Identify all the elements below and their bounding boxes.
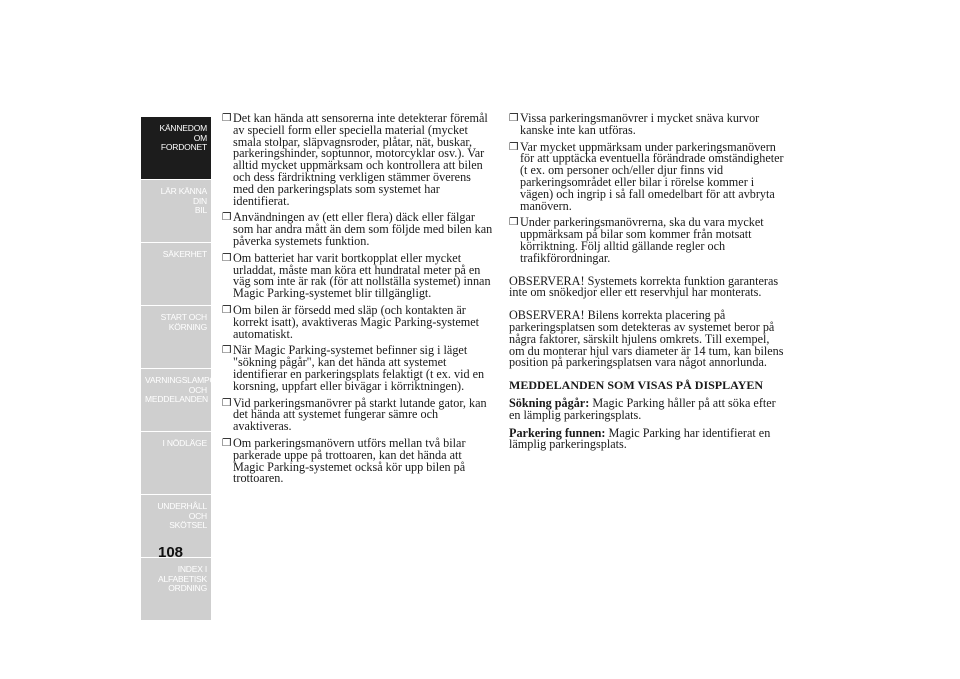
- message-description: [509, 425, 784, 452]
- tab-index[interactable]: [141, 558, 211, 620]
- message-label: Sökning pågår:: [509, 395, 590, 410]
- note-paragraph: OBSERVERA! Systemets korrekta funktion garanteras inte om snökedjor eller ett reservhjul har monterats.: [509, 273, 779, 300]
- list-item-text: När Magic Parking-systemet befinner sig i läget "sökning pågår", kan det hända att systemet identifierar en parkeringsplats felaktigt (t ex. vid en korsning, uppfart eller bivägar i körriktningen).: [233, 343, 485, 393]
- tab-lar-kanna-din-bil[interactable]: [141, 180, 211, 242]
- checkbox-bullet-icon: ❒: [222, 112, 232, 124]
- section-heading: MEDDELANDEN SOM VISAS PÅ DISPLAYEN: [509, 378, 764, 393]
- checkbox-bullet-icon: ❒: [222, 396, 232, 409]
- page-number: 108: [158, 544, 184, 561]
- list-item: [222, 345, 494, 392]
- list-item: [222, 395, 494, 434]
- tab-i-nodlage[interactable]: [141, 432, 211, 494]
- list-item-text: Om batteriet har varit bortkopplat eller mycket urladdat, måste man köra ett hundratal meter på en väg som inte är rak (för att nollställa systemet) innan Magic Parking-systemet blir tillgängligt.: [233, 250, 491, 301]
- message-text: Magic Parking håller på att söka efter en lämplig parkeringsplats.: [509, 395, 776, 422]
- note-paragraph: OBSERVERA! Bilens korrekta placering på parkeringsplatsen som detekteras av systemet beror på några faktorer, särskilt hjulens omkrets. Till exempel, om du monterar hjul vars diameter är 14 tum, kan bilens position på parkeringsplatsen vara något annorlunda.: [509, 308, 784, 370]
- checkbox-bullet-icon: ❒: [222, 303, 232, 316]
- checkbox-bullet-icon: ❒: [222, 436, 232, 449]
- tab-label: START OCH KÖRNING: [160, 312, 207, 332]
- tab-label: UNDERHÅLL OCH SKÖTSEL: [157, 501, 207, 530]
- list-item-text: Vid parkeringsmanövrer på starkt lutande gator, kan det hända att systemet fungerar sämre och avaktiveras.: [233, 395, 487, 434]
- left-column: [222, 113, 494, 490]
- list-item-text: Om parkeringsmanövern utförs mellan två bilar parkerade uppe på trottoaren, kan det hända att Magic Parking-systemet också kör upp bilen på trottoaren.: [233, 435, 466, 486]
- tab-sakerhet[interactable]: [141, 243, 211, 305]
- list-item-text: Under parkeringsmanövrerna, ska du vara mycket uppmärksam på bilar som kommer från motsatt körriktning. Följ alltid gällande regler och trafikförordningar.: [520, 215, 764, 265]
- tab-kannedom-om-fordonet[interactable]: [141, 117, 211, 179]
- list-item: [222, 435, 494, 486]
- list-item: [222, 113, 494, 207]
- tab-label: SÄKERHET: [162, 249, 207, 259]
- checkbox-bullet-icon: ❒: [509, 216, 519, 229]
- message-label: Parkering funnen:: [509, 425, 606, 440]
- checkbox-bullet-icon: ❒: [222, 251, 232, 264]
- tab-label: KÄNNEDOM OM FORDONET: [159, 123, 207, 152]
- list-item: [222, 212, 494, 247]
- tab-start-och-korning[interactable]: [141, 306, 211, 368]
- message-description: [509, 395, 784, 422]
- list-item: [509, 217, 784, 264]
- message-text: Magic Parking har identifierat en lämplig parkeringsplats.: [509, 425, 771, 452]
- list-item: [509, 113, 784, 137]
- list-item: [222, 302, 494, 341]
- tab-label: INDEX I ALFABETISK ORDNING: [157, 564, 207, 593]
- list-item-text: Var mycket uppmärksam under parkeringsmanövern för att upptäcka eventuella förändrade omständigheter (t ex. om personer och/eller djur finns vid parkeringsområdet eller bilar i rörelse kommer i vägen) och ingrip i så fall omedelbart för att avbryta manövern.: [520, 139, 784, 213]
- tab-label: LÄR KÄNNA DIN BIL: [160, 186, 207, 215]
- list-item-text: Vissa parkeringsmanövrer i mycket snäva kurvor kanske inte kan utföras.: [520, 111, 760, 137]
- checkbox-bullet-icon: ❒: [509, 140, 519, 153]
- list-item: [222, 250, 494, 301]
- list-item-text: Det kan hända att sensorerna inte detekterar föremål av speciell form eller speciella material (mycket smala stolpar, släpvagnsroder, plåtar, nät, buskar, parkeringshinder, soptunnor, motorcyklar osv.). Var alltid mycket uppmärksam och kontrollera att bilen och dess färdriktning verkligen stämmer överens med den parkeringsplats som systemet har identifierat.: [233, 111, 488, 208]
- tab-label: VARNINGSLAMPOR OCH MEDDELANDEN: [145, 375, 222, 404]
- list-item-text: Om bilen är försedd med släp (och kontakten är korrekt isatt), avaktiveras Magic Parking-systemet automatiskt.: [233, 302, 480, 341]
- list-item-text: Användningen av (ett eller flera) däck eller fälgar som har andra mått än dem som följde med bilen kan påverka systemets funktion.: [233, 210, 493, 248]
- checkbox-bullet-icon: ❒: [222, 211, 232, 224]
- tab-varningslampor[interactable]: [141, 369, 222, 431]
- tab-label: I NÖDLÄGE: [162, 438, 207, 448]
- checkbox-bullet-icon: ❒: [509, 112, 519, 124]
- right-column: [509, 113, 784, 457]
- checkbox-bullet-icon: ❒: [222, 344, 232, 357]
- list-item: [509, 139, 784, 213]
